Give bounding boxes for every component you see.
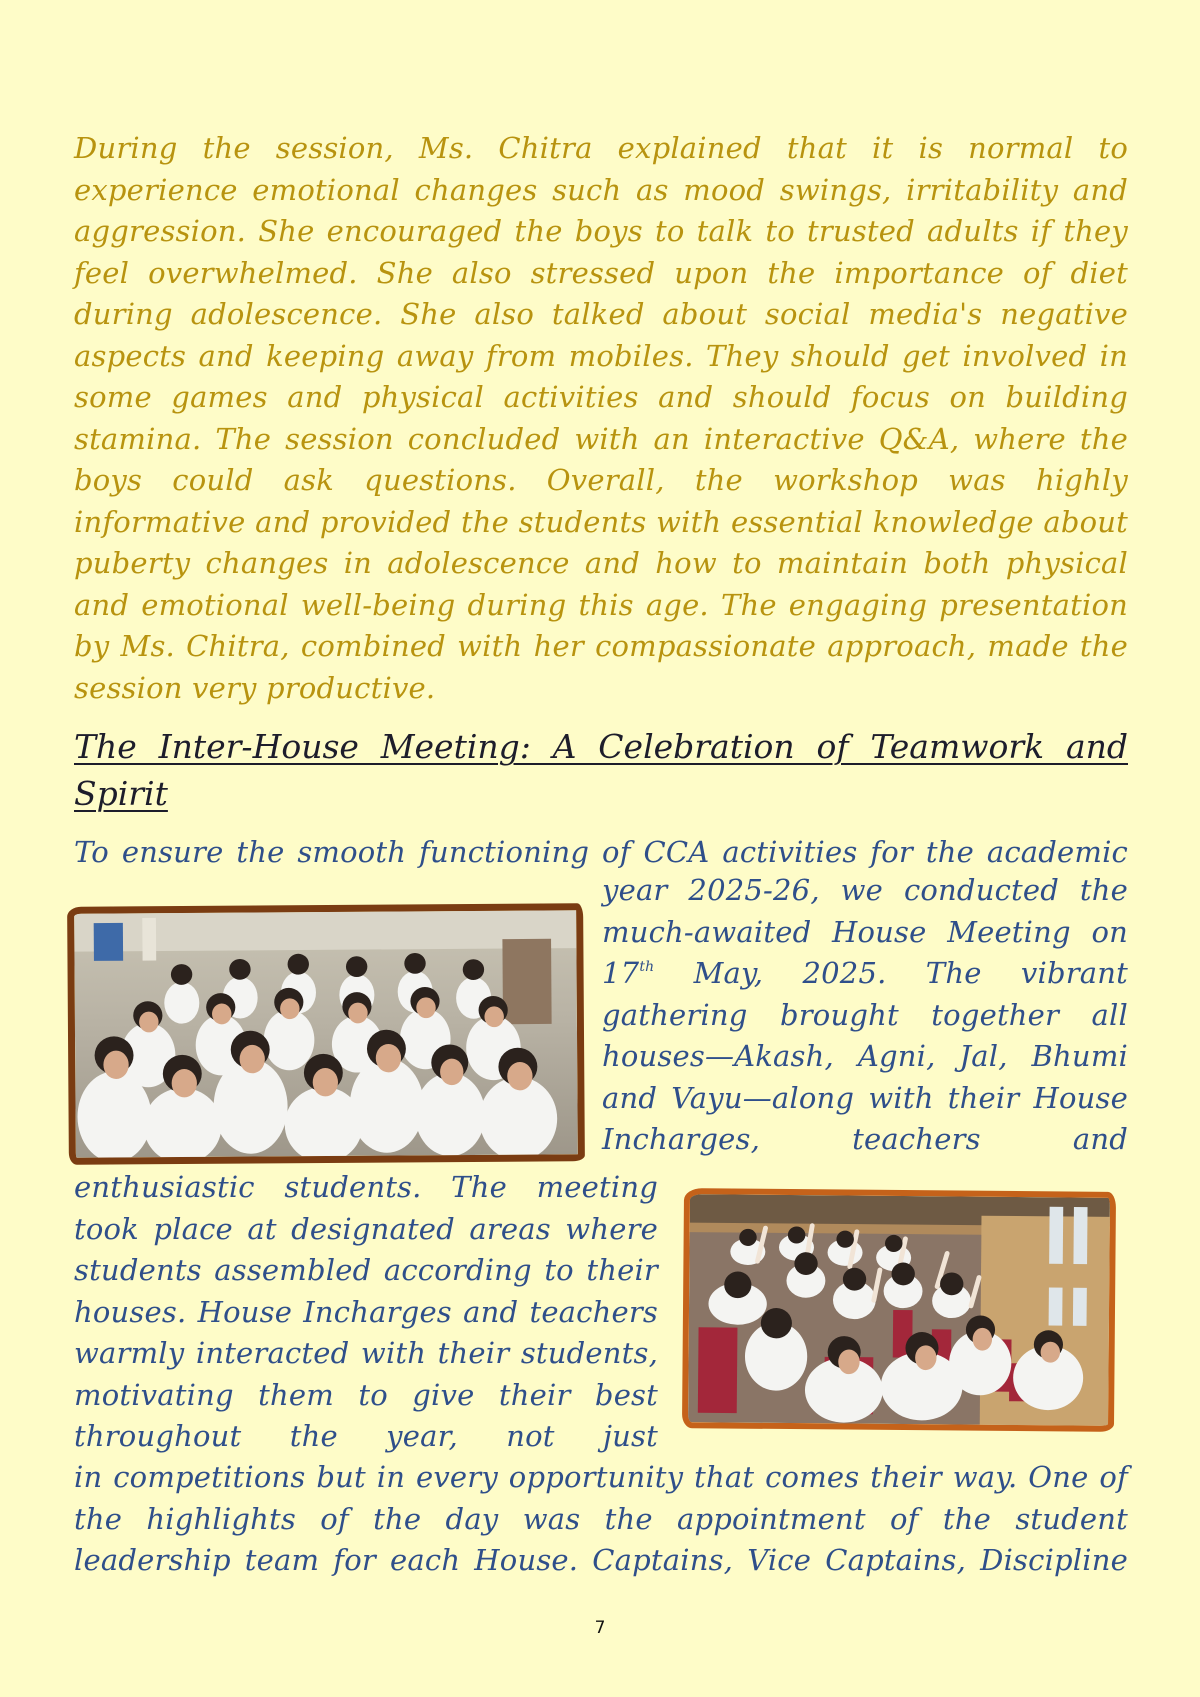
houses-text: May, 2025. The vibrant gathering brought together all houses—Akash, Agni, Jal, Bhumi and Vayu—along with their House Incharges, teachers and: [602, 956, 1128, 1156]
photo-2-illustration: [688, 1194, 1110, 1426]
leadership-text: [74, 1457, 1128, 1582]
leadership-paragraph: in competitions but in every opportunity that comes their way. One of the highlights of the day was the appointment of the student leadership team for each House. Captains, Vice Captains, Discipline: [74, 1460, 1128, 1577]
meeting-date-text: year 2025-26, we conducted the much-awaited House Meeting on 17: [602, 873, 1128, 990]
date-superscript: th: [639, 959, 655, 975]
intro-line-text: To ensure the smooth functioning of CCA activities for the academic: [74, 835, 1128, 869]
house-meeting-photo-2: [682, 1188, 1116, 1432]
text-beside-photo-2: [74, 1167, 658, 1458]
house-assembly-paragraph: enthusiastic students. The meeting took place at designated areas where students assembled according to their houses. House Incharges and teachers warmly interacted with their students, motivating them to give their best throughout the year, not just: [74, 1170, 658, 1453]
text-beside-photo-1: [602, 870, 1128, 1161]
photo-1-illustration: [74, 910, 578, 1157]
house-meeting-intro: [74, 832, 1128, 874]
meeting-date-paragraph: [602, 870, 1128, 1161]
page-number: 7: [594, 1618, 606, 1638]
workshop-section: [74, 128, 1128, 709]
workshop-paragraph: During the session, Ms. Chitra explained that it is normal to experience emotional changes such as mood swings, irritability and aggression. She encouraged the boys to talk to trusted adults if they feel overwhelmed. She also stressed upon the importance of diet during adolescence. She also talked about social media's negative aspects and keeping away from mobiles. They should get involved in some games and physical activities and should focus on building stamina. The session concluded with an interactive Q&A, where the boys could ask questions. Overall, the workshop was highly informative and provided the students with essential knowledge about puberty changes in adolescence and how to maintain both physical and emotional well-being during this age. The engaging presentation by Ms. Chitra, combined with her compassionate approach, made the session very productive.: [74, 131, 1128, 705]
house-meeting-photo-1: [67, 903, 585, 1165]
section-heading: The Inter-House Meeting: A Celebration of Teamwork and Spirit: [74, 727, 1128, 813]
